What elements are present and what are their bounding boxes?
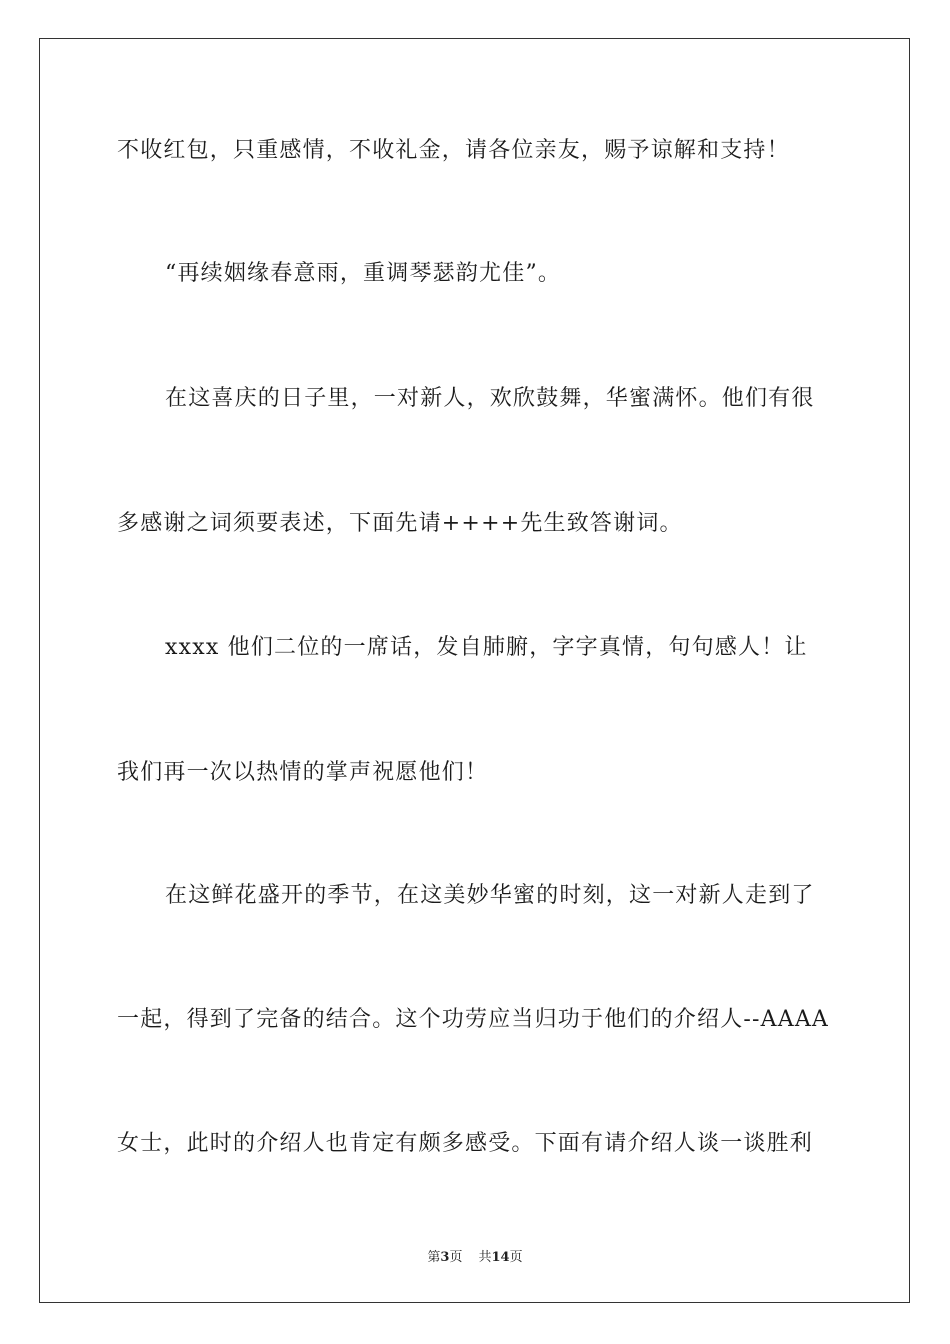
paragraph-line-2: “再续姻缘春意雨，重调琴瑟韵尤佳”。 [165,261,562,286]
page-border [39,38,910,1303]
total-prefix: 共 [478,1250,492,1265]
paragraph-line-7: 在这鲜花盛开的季节，在这美妙华蜜的时刻，这一对新人走到了 [165,883,815,908]
total-pages: 14 [491,1250,510,1265]
paragraph-line-4: 多感谢之词须要表述，下面先请++++先生致答谢词。 [117,511,683,536]
page-footer [0,1246,950,1265]
paragraph-line-3: 在这喜庆的日子里，一对新人，欢欣鼓舞，华蜜满怀。他们有很 [165,386,815,411]
total-suffix: 页 [509,1250,523,1265]
paragraph-line-9: 女士，此时的介绍人也肯定有颇多感受。下面有请介绍人谈一谈胜利 [117,1131,814,1156]
paragraph-line-8: 一起，得到了完备的结合。这个功劳应当归功于他们的介绍人--AAAA [117,1007,830,1032]
paragraph-line-6: 我们再一次以热情的掌声祝愿他们！ [117,760,489,785]
paragraph-line-1: 不收红包，只重感情，不收礼金，请各位亲友，赐予谅解和支持！ [117,138,790,163]
paragraph-line-5: xxxx 他们二位的一席话，发自肺腑，字字真情，句句感人！让 [165,635,808,660]
page-suffix: 页 [449,1250,463,1265]
page-prefix: 第 [427,1250,441,1265]
page-number: 3 [440,1250,450,1265]
